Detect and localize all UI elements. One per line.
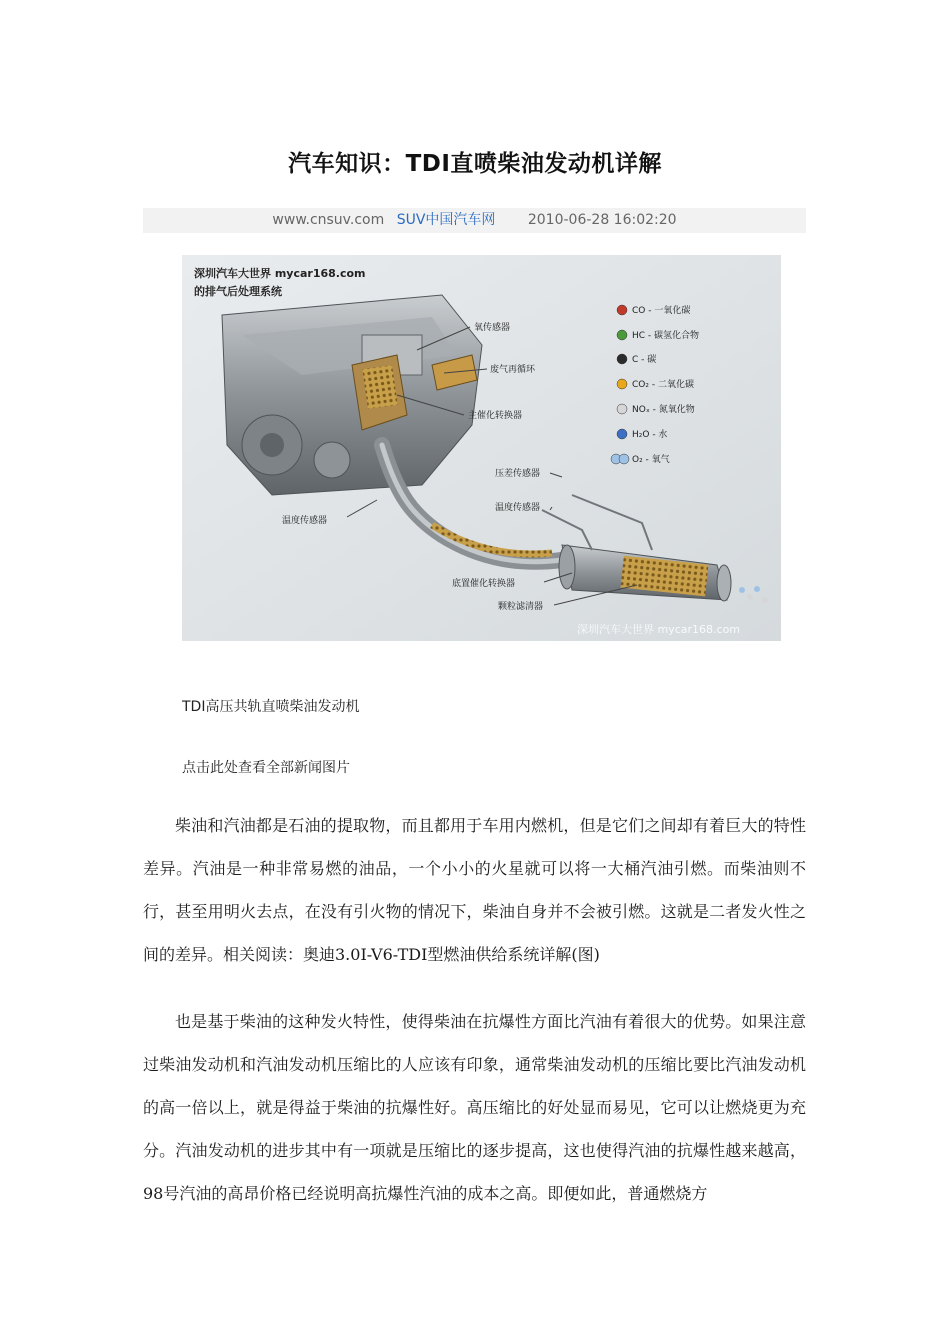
- callout-o2-sensor: 氧传感器: [474, 323, 511, 333]
- image-caption: TDI高压共轨直喷柴油发动机: [182, 699, 360, 715]
- source-link[interactable]: SUV中国汽车网: [396, 212, 496, 228]
- legend-hc: HC - 碳氢化合物: [632, 331, 700, 341]
- publish-date: 2010-06-28 16:02:20: [527, 212, 677, 228]
- watermark-top: 深圳汽车大世界 mycar168.com: [194, 267, 366, 280]
- callout-egr: 废气再循环: [490, 365, 536, 375]
- body-paragraph-2: 也是基于柴油的这种发火特性，使得柴油在抗爆性方面比汽油有着很大的优势。如果注意过柴油发动机和汽油发动机压缩比的人应该有印象，通常柴油发动机的压缩比要比汽油发动机的高一倍以上，就是得益于柴油的抗爆性好。高压缩比的好处显而易见，它可以让燃烧更为充分。汽油发动机的进步其中有一项就是压缩比的逐步提高，这也使得汽油的抗爆性越来越高，98号汽油的高昂价格已经说明高抗爆性汽油的成本之高。即便如此，普通燃烧方: [143, 1012, 806, 1203]
- article-meta: [143, 208, 806, 233]
- callout-temp-sensor-2: 温度传感器: [495, 503, 541, 513]
- legend-co2: CO₂ - 二氧化碳: [632, 380, 694, 390]
- figure-heading: 的排气后处理系统: [194, 285, 282, 298]
- callout-diff-pressure: 压差传感器: [495, 469, 541, 479]
- view-all-images-link[interactable]: 点击此处查看全部新闻图片: [182, 760, 350, 776]
- watermark-bottom: 深圳汽车大世界 mycar168.com: [577, 623, 741, 636]
- legend-h2o: H₂O - 水: [632, 430, 668, 440]
- site-url[interactable]: www.cnsuv.com: [272, 212, 385, 228]
- legend-c: C - 碳: [632, 355, 657, 365]
- callout-underfloor-catalyst: 底置催化转换器: [452, 579, 516, 589]
- legend-nox: NOₓ - 氮氧化物: [632, 405, 695, 415]
- body-paragraph-1: 柴油和汽油都是石油的提取物，而且都用于车用内燃机，但是它们之间却有着巨大的特性差异。汽油是一种非常易燃的油品，一个小小的火星就可以将一大桶汽油引燃。而柴油则不行，甚至用明火去点，在没有引火物的情况下，柴油自身并不会被引燃。这就是二者发火性之间的差异。相关阅读：奥迪3.0I-V6-TDI型燃油供给系统详解(图): [143, 816, 806, 964]
- legend-co: CO - 一氧化碳: [632, 306, 691, 316]
- page-title: 汽车知识：TDI直喷柴油发动机详解: [288, 151, 662, 177]
- callout-temp-sensor-1: 温度传感器: [282, 516, 328, 526]
- callout-particulate-filter: 颗粒滤清器: [498, 602, 544, 612]
- legend-o2: O₂ - 氧气: [632, 455, 670, 465]
- engine-exhaust-diagram[interactable]: [182, 255, 781, 641]
- callout-main-catalyst: 主催化转换器: [468, 411, 523, 421]
